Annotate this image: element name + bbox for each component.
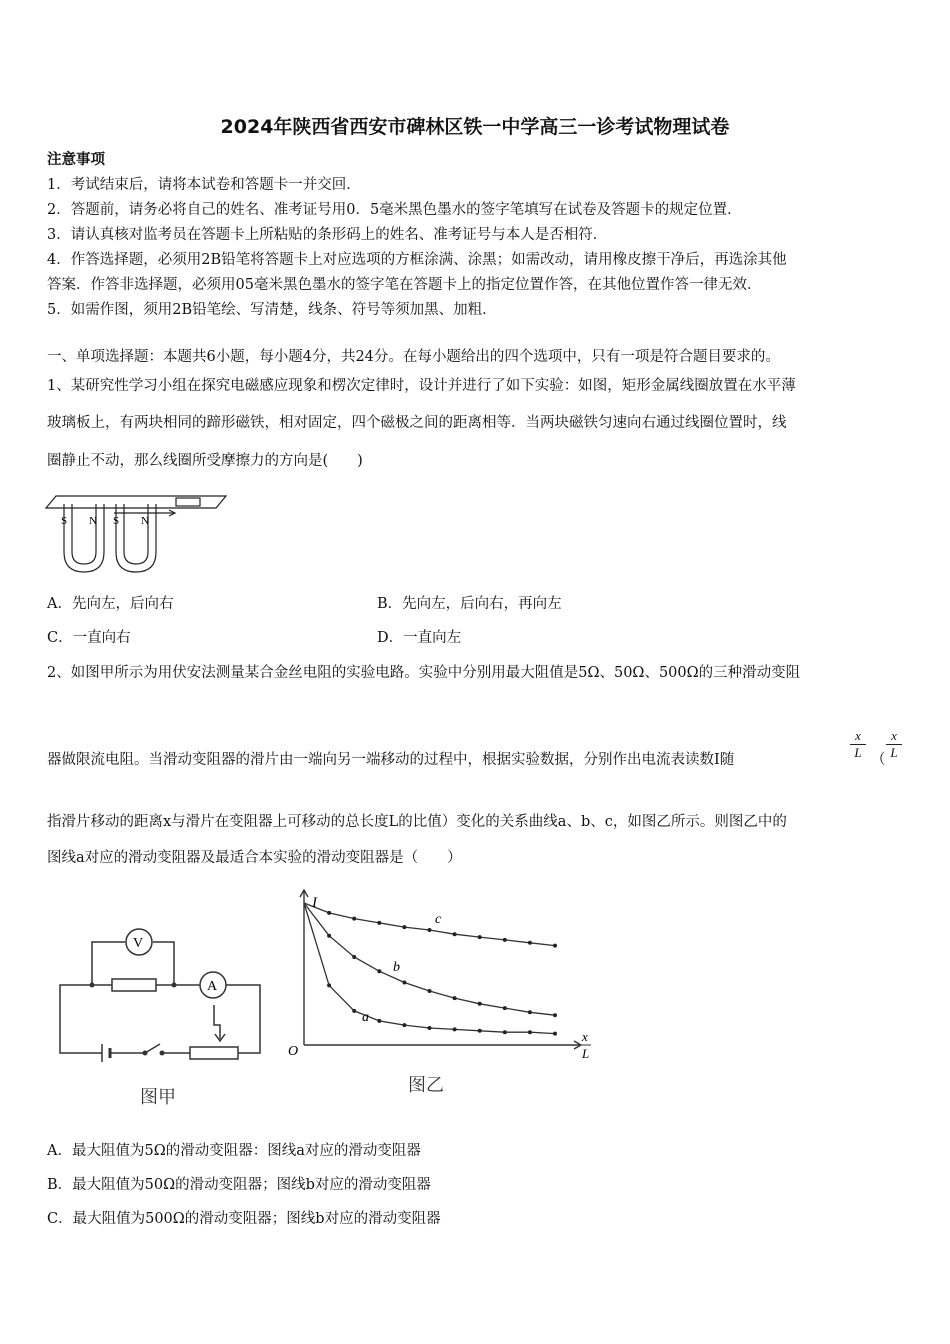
q2-option-b: B．最大阻值为50Ω的滑动变阻器；图线b对应的滑动变阻器: [47, 1177, 431, 1193]
data-point-c: [528, 941, 532, 945]
notice-line-4: 4．作答选择题，必须用2B铅笔将答题卡上对应选项的方框涂满、涂黑；如需改动，请用橡皮擦干净后，再选涂其他: [47, 252, 787, 268]
x-axis-label-den: L: [582, 1046, 590, 1061]
ammeter-label: A: [207, 979, 218, 994]
circuit-diagram: [50, 925, 270, 1115]
q1-option-a: A．先向左，后向右: [47, 596, 174, 612]
pole-label-3: S: [113, 515, 120, 527]
pole-label-2: N: [89, 515, 97, 527]
x-axis-label-num: x: [582, 1029, 588, 1044]
q2-line-2: 器做限流电阻。当滑动变阻器的滑片由一端向另一端移动的过程中，根据实验数据，分别作出电流表读数I随: [47, 752, 735, 768]
q1-option-b: B．先向左，后向右，再向左: [377, 596, 562, 612]
data-point-a: [478, 1029, 482, 1033]
data-point-b: [352, 955, 356, 959]
q1-option-c: C．一直向右: [47, 630, 131, 646]
data-point-c: [453, 932, 457, 936]
data-point-b: [528, 1010, 532, 1014]
q1-line-3: 圈静止不动，那么线圈所受摩擦力的方向是( ): [47, 453, 363, 469]
fraction-num: x: [886, 728, 902, 745]
curve-c: [304, 903, 555, 946]
data-point-c: [352, 917, 356, 921]
q1-magnet-figure: [44, 482, 234, 582]
q2-line-2-paren: （: [871, 752, 886, 768]
fraction-x-over-l-2: [886, 728, 902, 761]
curve-label-c: c: [435, 912, 442, 927]
data-point-b: [428, 989, 432, 993]
q2-line-1: 2、如图甲所示为用伏安法测量某合金丝电阻的实验电路。实验中分别用最大阻值是5Ω、50Ω、500Ω的三种滑动变阻: [47, 665, 801, 681]
data-point-b: [503, 1006, 507, 1010]
q1-option-d: D．一直向左: [377, 630, 462, 646]
data-point-a: [553, 1032, 557, 1036]
data-point-a: [327, 983, 331, 987]
q1-line-2: 玻璃板上，有两块相同的蹄形磁铁，相对固定，四个磁极之间的距离相等．当两块磁铁匀速向右通过线圈位置时，线: [47, 415, 787, 431]
fraction-num: x: [850, 728, 866, 745]
fraction-den: L: [890, 745, 898, 760]
fig-caption-jia: 图甲: [140, 1087, 176, 1107]
curve-label-a: a: [362, 1010, 369, 1025]
data-point-b: [453, 996, 457, 1000]
data-point-a: [428, 1026, 432, 1030]
data-point-a: [402, 1023, 406, 1027]
data-point-a: [453, 1027, 457, 1031]
notice-line-5: 答案．作答非选择题，必须用05毫米黑色墨水的签字笔在答题卡上的指定位置作答，在其他位置作答一律无效．: [47, 277, 762, 293]
data-point-c: [428, 928, 432, 932]
data-point-c: [377, 921, 381, 925]
resistor: [112, 979, 156, 991]
notice-line-3: 3．请认真核对监考员在答题卡上所粘贴的条形码上的姓名、准考证号与本人是否相符．: [47, 227, 608, 243]
data-point-a: [503, 1030, 507, 1034]
y-axis-label: I: [312, 895, 317, 911]
q2-line-4: 图线a对应的滑动变阻器及最适合本实验的滑动变阻器是（ ）: [47, 850, 462, 866]
notice-line-2: 2．答题前，请务必将自己的姓名、准考证号用0．5毫米黑色墨水的签字笔填写在试卷及答题卡的规定位置．: [47, 202, 742, 218]
q1-line-1: 1、某研究性学习小组在探究电磁感应现象和楞次定律时，设计并进行了如下实验：如图，矩形金属线圈放置在水平薄: [47, 378, 796, 394]
curve-label-b: b: [393, 960, 400, 975]
magnet-1: [64, 504, 104, 572]
rheostat: [190, 1047, 238, 1059]
notice-line-1: 1．考试结束后，请将本试卷和答题卡一并交回．: [47, 177, 361, 193]
magnet-2: [116, 504, 156, 572]
notice-heading: 注意事项: [47, 151, 105, 168]
q2-line-3: 指滑片移动的距离x与滑片在变阻器上可移动的总长度L的比值）变化的关系曲线a、b、c，如图乙所示。则图乙中的: [47, 814, 787, 830]
data-point-b: [327, 934, 331, 938]
data-point-b: [478, 1002, 482, 1006]
notice-line-6: 5．如需作图，须用2B铅笔绘、写清楚，线条、符号等须加黑、加粗．: [47, 302, 497, 318]
data-point-b: [377, 969, 381, 973]
pole-label-4: N: [141, 515, 149, 527]
data-point-c: [327, 911, 331, 915]
data-point-a: [528, 1030, 532, 1034]
q2-option-a: A．最大阻值为5Ω的滑动变阻器：图线a对应的滑动变阻器: [47, 1143, 421, 1159]
data-point-a: [352, 1009, 356, 1013]
origin-label: O: [288, 1044, 299, 1059]
current-graph: [280, 885, 600, 1100]
data-point-c: [553, 944, 557, 948]
curve-a: [304, 903, 555, 1034]
page-title: 2024年陕西省西安市碑林区铁一中学高三一诊考试物理试卷: [220, 116, 730, 138]
data-point-c: [402, 925, 406, 929]
fig-caption-yi: 图乙: [408, 1075, 444, 1095]
coil: [176, 498, 200, 506]
data-point-a: [377, 1019, 381, 1023]
q2-option-c: C．最大阻值为500Ω的滑动变阻器；图线b对应的滑动变阻器: [47, 1211, 441, 1227]
fraction-den: L: [854, 745, 862, 760]
voltmeter-label: V: [133, 936, 144, 951]
section-heading: 一、单项选择题：本题共6小题，每小题4分，共24分。在每小题给出的四个选项中，只有一项是符合题目要求的。: [47, 349, 780, 365]
pole-label-1: S: [61, 515, 68, 527]
data-point-b: [402, 981, 406, 985]
fraction-x-over-l-1: [850, 728, 866, 761]
data-point-c: [503, 938, 507, 942]
data-point-b: [553, 1013, 557, 1017]
data-point-c: [478, 935, 482, 939]
